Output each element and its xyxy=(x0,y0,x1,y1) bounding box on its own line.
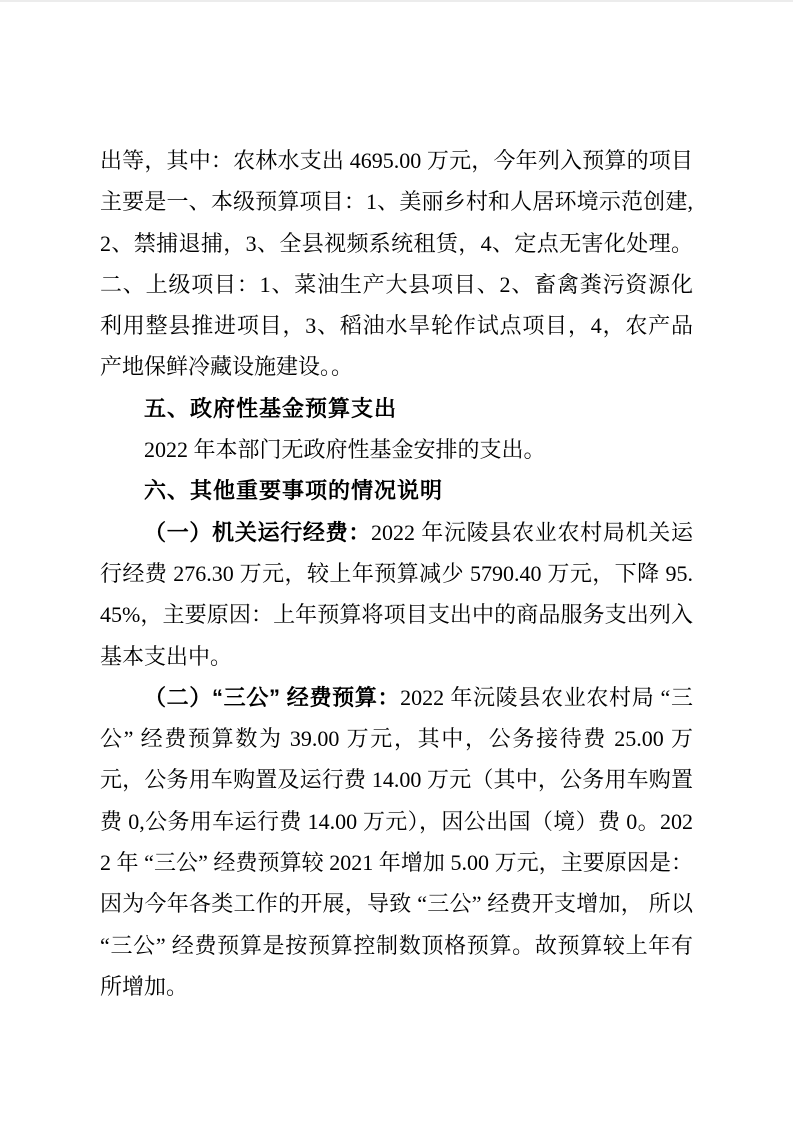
paragraph-three-public-budget xyxy=(100,677,693,1007)
section-heading-six-other-important-matters: 六、其他重要事项的情况说明 xyxy=(144,478,444,504)
paragraph-three-public-budget-body: 2022 年沅陵县农业农村局 “三公” 经费预算数为 39.00 万元，其中，公务接待费 25.00 万元，公务用车购置及运行费 14.00 万元（其中，公务用车购置费 0,公务用车运行费 14.00 万元），因公出国（境）费 0。2022 年 “三公” 经费预算较 2021 年增加 5.00 万元，主要原因是：因为今年各类工作的开展，导致 “三公” 经费开支增加， 所以 “三公” 经费预算是按预算控制数顶格预算。故预算较上年有所增加。 xyxy=(100,684,693,999)
paragraph-gov-fund-statement: 2022 年本部门无政府性基金安排的支出。 xyxy=(144,437,546,463)
paragraph-continuation-agriculture-projects: 出等，其中：农林水支出 4695.00 万元，今年列入预算的项目主要是一、本级预算项目：1、美丽乡村和人居环境示范创建,2、禁捕退捕，3、全县视频系统租赁，4、定点无害化处理。二、上级项目：1、菜油生产大县项目、2、畜禽粪污资源化利用整县推进项目，3、稻油水旱轮作试点项目，4，农产品产地保鲜冷藏设施建设。。 xyxy=(100,148,693,380)
paragraph-operating-expense xyxy=(100,512,693,677)
paragraph-operating-expense-body: 2022 年沅陵县农业农村局机关运行经费 276.30 万元，较上年预算减少 5790.40 万元，下降 95.45%，主要原因：上年预算将项目支出中的商品服务支出列入基本支出中。 xyxy=(100,519,693,669)
paragraph-three-public-budget-lead: （二）“三公” 经费预算： xyxy=(144,684,401,710)
section-heading-five-gov-fund-budget: 五、政府性基金预算支出 xyxy=(144,395,398,421)
document-body xyxy=(100,140,693,1007)
paragraph-operating-expense-lead: （一）机关运行经费： xyxy=(144,519,372,545)
